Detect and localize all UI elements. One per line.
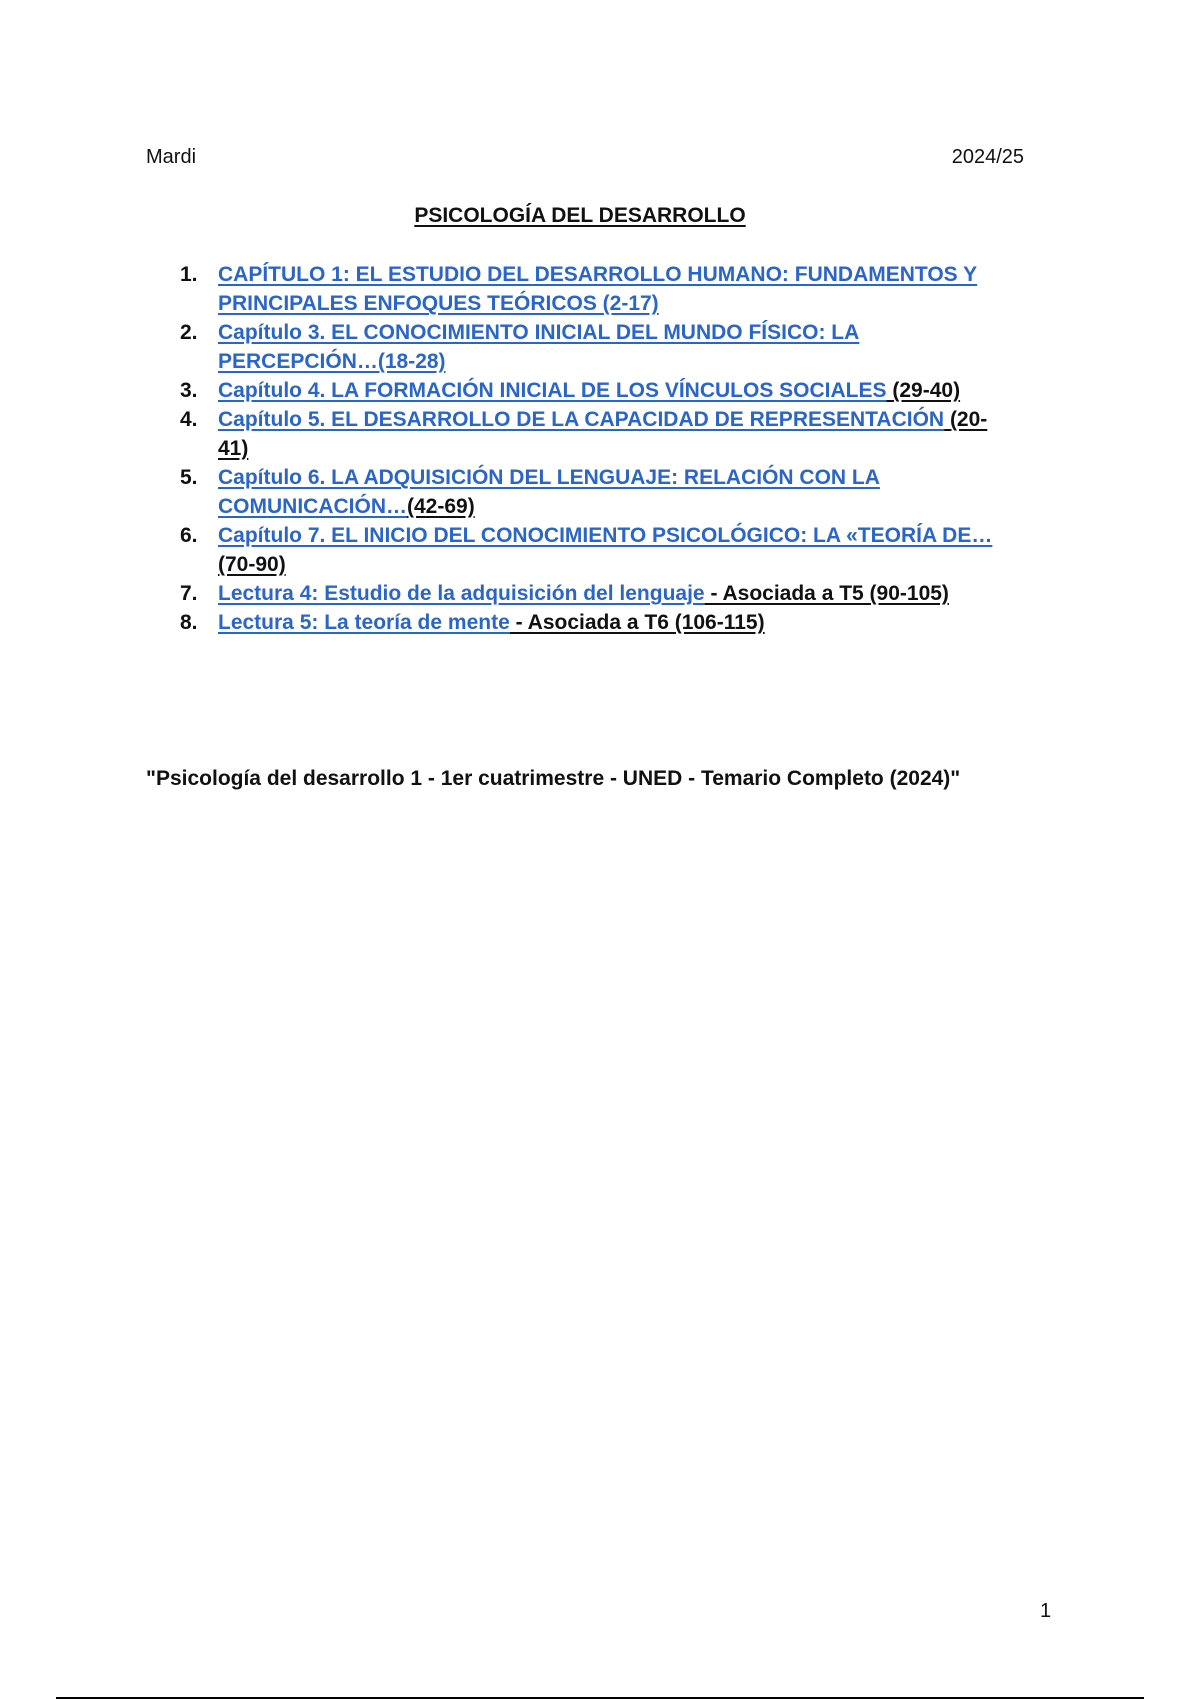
toc-number: 8. — [180, 611, 198, 634]
toc-number: 1. — [180, 263, 198, 286]
toc-number: 2. — [180, 321, 198, 344]
toc-number: 7. — [180, 582, 198, 605]
toc-number: 4. — [180, 408, 198, 431]
toc-item — [180, 579, 1010, 608]
toc-number: 5. — [180, 466, 198, 489]
toc-pages: (20-41) — [218, 408, 988, 460]
toc-link-capitulo-6[interactable]: Capítulo 6. LA ADQUISICIÓN DEL LENGUAJE: RELACIÓN CON LA COMUNICACIÓN… — [218, 466, 880, 518]
page-number: 1 — [1040, 1600, 1052, 1622]
toc-pages: - Asociada a T5 (90-105) — [704, 582, 949, 605]
toc-pages: (42-69) — [407, 495, 475, 518]
toc-item — [180, 260, 1010, 318]
document-subtitle-quote: "Psicología del desarrollo 1 - 1er cuatrimestre - UNED - Temario Completo (2024)" — [146, 767, 961, 790]
toc-item — [180, 608, 1010, 637]
toc-pages: - Asociada a T6 (106-115) — [509, 611, 765, 634]
header-year: 2024/25 — [951, 146, 1024, 168]
toc-link-lectura-4[interactable]: Lectura 4: Estudio de la adquisición del lenguaje — [218, 582, 705, 605]
toc-link-capitulo-1[interactable]: CAPÍTULO 1: EL ESTUDIO DEL DESARROLLO HUMANO: FUNDAMENTOS Y PRINCIPALES ENFOQUES TEÓRICOS (2-17) — [218, 263, 978, 315]
toc-pages: (29-40) — [886, 379, 961, 402]
toc-link-capitulo-7[interactable]: Capítulo 7. EL INICIO DEL CONOCIMIENTO PSICOLÓGICO: LA «TEORÍA DE… — [218, 524, 993, 547]
toc-item — [180, 463, 1010, 521]
toc-number: 6. — [180, 524, 198, 547]
toc-link-capitulo-4[interactable]: Capítulo 4. LA FORMACIÓN INICIAL DE LOS VÍNCULOS SOCIALES — [218, 379, 887, 402]
toc-link-capitulo-3[interactable]: Capítulo 3. EL CONOCIMIENTO INICIAL DEL MUNDO FÍSICO: LA PERCEPCIÓN…(18-28) — [218, 321, 860, 373]
toc-item — [180, 376, 1010, 405]
toc-link-capitulo-5[interactable]: Capítulo 5. EL DESARROLLO DE LA CAPACIDAD DE REPRESENTACIÓN — [218, 408, 945, 431]
toc-link-lectura-5[interactable]: Lectura 5: La teoría de mente — [218, 611, 510, 634]
table-of-contents — [180, 260, 1010, 637]
document-title: PSICOLOGÍA DEL DESARROLLO — [414, 204, 746, 227]
toc-number: 3. — [180, 379, 198, 402]
page-bottom-rule — [56, 1697, 1144, 1699]
header-author: Mardi — [146, 146, 197, 168]
toc-item — [180, 405, 1010, 463]
toc-pages: (70-90) — [218, 553, 286, 576]
toc-item — [180, 318, 1010, 376]
toc-item — [180, 521, 1010, 579]
